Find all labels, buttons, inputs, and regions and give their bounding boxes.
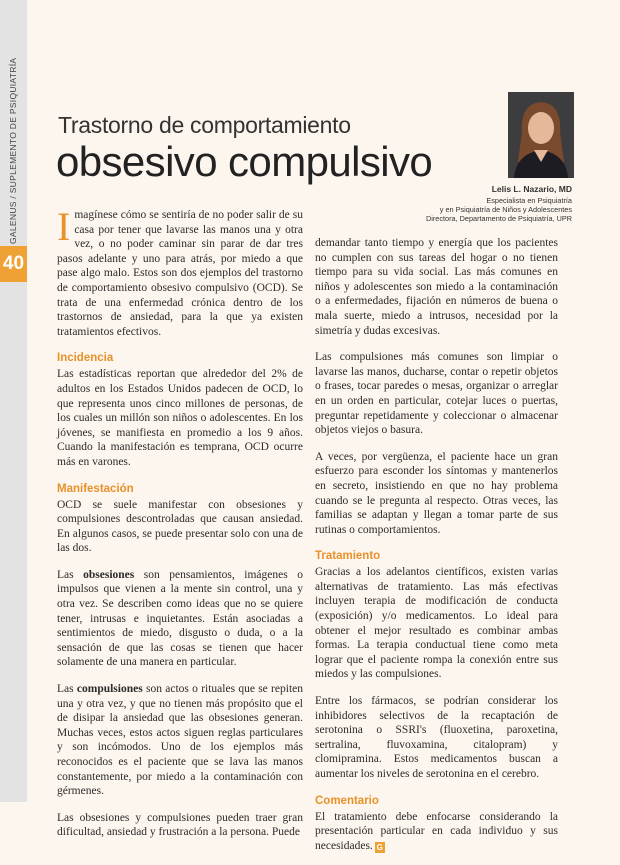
obsesiones-pre: Las [57,568,84,581]
paragraph-dificultad: Las obsesiones y compulsiones pueden traer gran dificultad, ansiedad y frustración a la persona. Puede [57,811,303,839]
title-line-2: obsesivo compulsivo [56,138,433,185]
author-credential-3: Directora, Departamento de Psiquiatría, UPR [425,214,572,223]
end-mark-icon: G [376,842,383,852]
author-credential-1: Especialista en Psiquiatría [486,196,572,205]
author-block [426,183,572,223]
author-credential-2: y en Psiquiatría de Niños y Adolescentes [439,205,572,214]
title-line-1: Trastorno de comportamiento [58,112,351,138]
paragraph-compulsiones [57,682,303,799]
paragraph-demandar: demandar tanto tiempo y energía que los pacientes no cumplen con sus tareas del hogar o no tienen tiempo para su vida social. Las más comunes en niños y adolescentes son miedo a la contaminación o a enfermedades, fijación en números de buena o mala suerte, miedo a intrusos, necesidad por la simetría y dudas excesivas. [315,237,558,337]
obsesiones-post: son pensamientos, imágenes o impulsos que vienen a la mente sin control, una y otra vez. Se describen como ideas que no se quiere tener, intrusas e inquietantes. Están asociadas a sentimientos de miedo, disgusto o duda, o a la sensación de que las cosas se tienen que hacer solamente de una manera en particular. [57,568,303,669]
page-number: 40 [0,246,27,282]
paragraph-tratamiento: Gracias a los adelantos científicos, existen varias alternativas de tratamiento. Las más efectivas incluyen terapia de modificación de conducta (exposición) y/o medicamentos. Lo ideal para obtener el mejor resultado es combinar ambas formas. La terapia conductual tiene como meta lograr que el paciente rompa la conexión entre sus miedos y las compulsiones. [315,566,558,681]
drop-cap: I [57,204,71,249]
author-photo [508,92,574,178]
paragraph-farmacos: Entre los fármacos, se podrían considerar los inhibidores selectivos de la recaptación de serotonina o SSRI's (fluoxetina, paroxetina, sertralina, fluvoxamina, citalopram) y clomipramina. Estos medicamentos buscan a aumentar los niveles de serotonina en el cerebro. [315,695,558,780]
author-name: Lelis L. Nazario, MD [491,184,572,194]
paragraph-incidencia: Las estadísticas reportan que alrededor del 2% de adultos en los Estados Unidos padecen de OCD, lo que representa unos cinco millones de personas, de los cuales un millón son niños o adolescentes. En los jóvenes, se manifiesta en promedio a los 9 años. Cuando la manifestación es temprana, OCD ocurre más en varones. [57,368,303,468]
paragraph-verguenza: A veces, por vergüenza, el paciente hace un gran esfuerzo para esconder los síntomas y mantenerlos en secreto, insistiendo en que no hay problema cuando se le pregunta al respecto. Otras veces, las familias se adaptan y llegan a tomar parte de sus rutinas o comportamientos. [315,450,558,536]
intro-paragraph [57,204,303,339]
column-right [315,236,558,865]
paragraph-manifestacion: OCD se suele manifestar con obsesiones y compulsiones descontroladas que causan ansiedad. En algunos casos, se puede presentar solo con una de las dos. [57,498,303,555]
compulsiones-post: son actos o rituales que se repiten una y otra vez, y que no tienen más propósito que el de disipar la ansiedad que las obsesiones generan. Muchas veces, estos actos siguen reglas particulares y son incómodos. Uno de los ejemplos más reconocidos es el paciente que se lava las manos constantemente, por miedo a la contaminación con gérmenes. [57,683,303,798]
comentario-text: El tratamiento debe enfocarse considerando la presentación particular en cada individuo y sus necesidades. [315,810,558,852]
running-head: GALENUS / SUPLEMENTO DE PSIQUIATRÍA [8,57,18,244]
heading-comentario: Comentario [315,794,379,807]
compulsiones-pre: Las [57,683,77,696]
heading-incidencia: Incidencia [57,352,114,365]
intro-text: magínese cómo se sentiría de no poder salir de su casa por tener que lavarse las manos una y otra vez, o no poder caminar sin parar de dar tres pasos adelante y uno para atrás, por miedo a que pase algo malo. Estos son dos ejemplos del trastorno de comportamiento obsesivo compulsivo (OCD). Se trata de una enfermedad crónica dentro de los trastornos de ansiedad, para la que ya existen tratamientos efectivos. [57,209,303,338]
paragraph-obsesiones [57,568,303,670]
heading-tratamiento: Tratamiento [315,550,381,563]
paragraph-comentario [315,810,558,854]
paragraph-compulsiones-comunes: Las compulsiones más comunes son limpiar o lavarse las manos, ducharse, contar o repetir objetos o frases, tocar paredes o mesas, organizar o arreglar en un orden en particular, cotejar luces o puertas, preguntar repetidamente y coleccionar o almacenar objetos viejos o basura. [315,351,558,437]
obsesiones-term: obsesiones [83,568,135,581]
compulsiones-term: compulsiones [76,683,143,696]
heading-manifestacion: Manifestación [57,482,134,495]
column-left [57,204,303,852]
portrait-image [508,92,574,178]
